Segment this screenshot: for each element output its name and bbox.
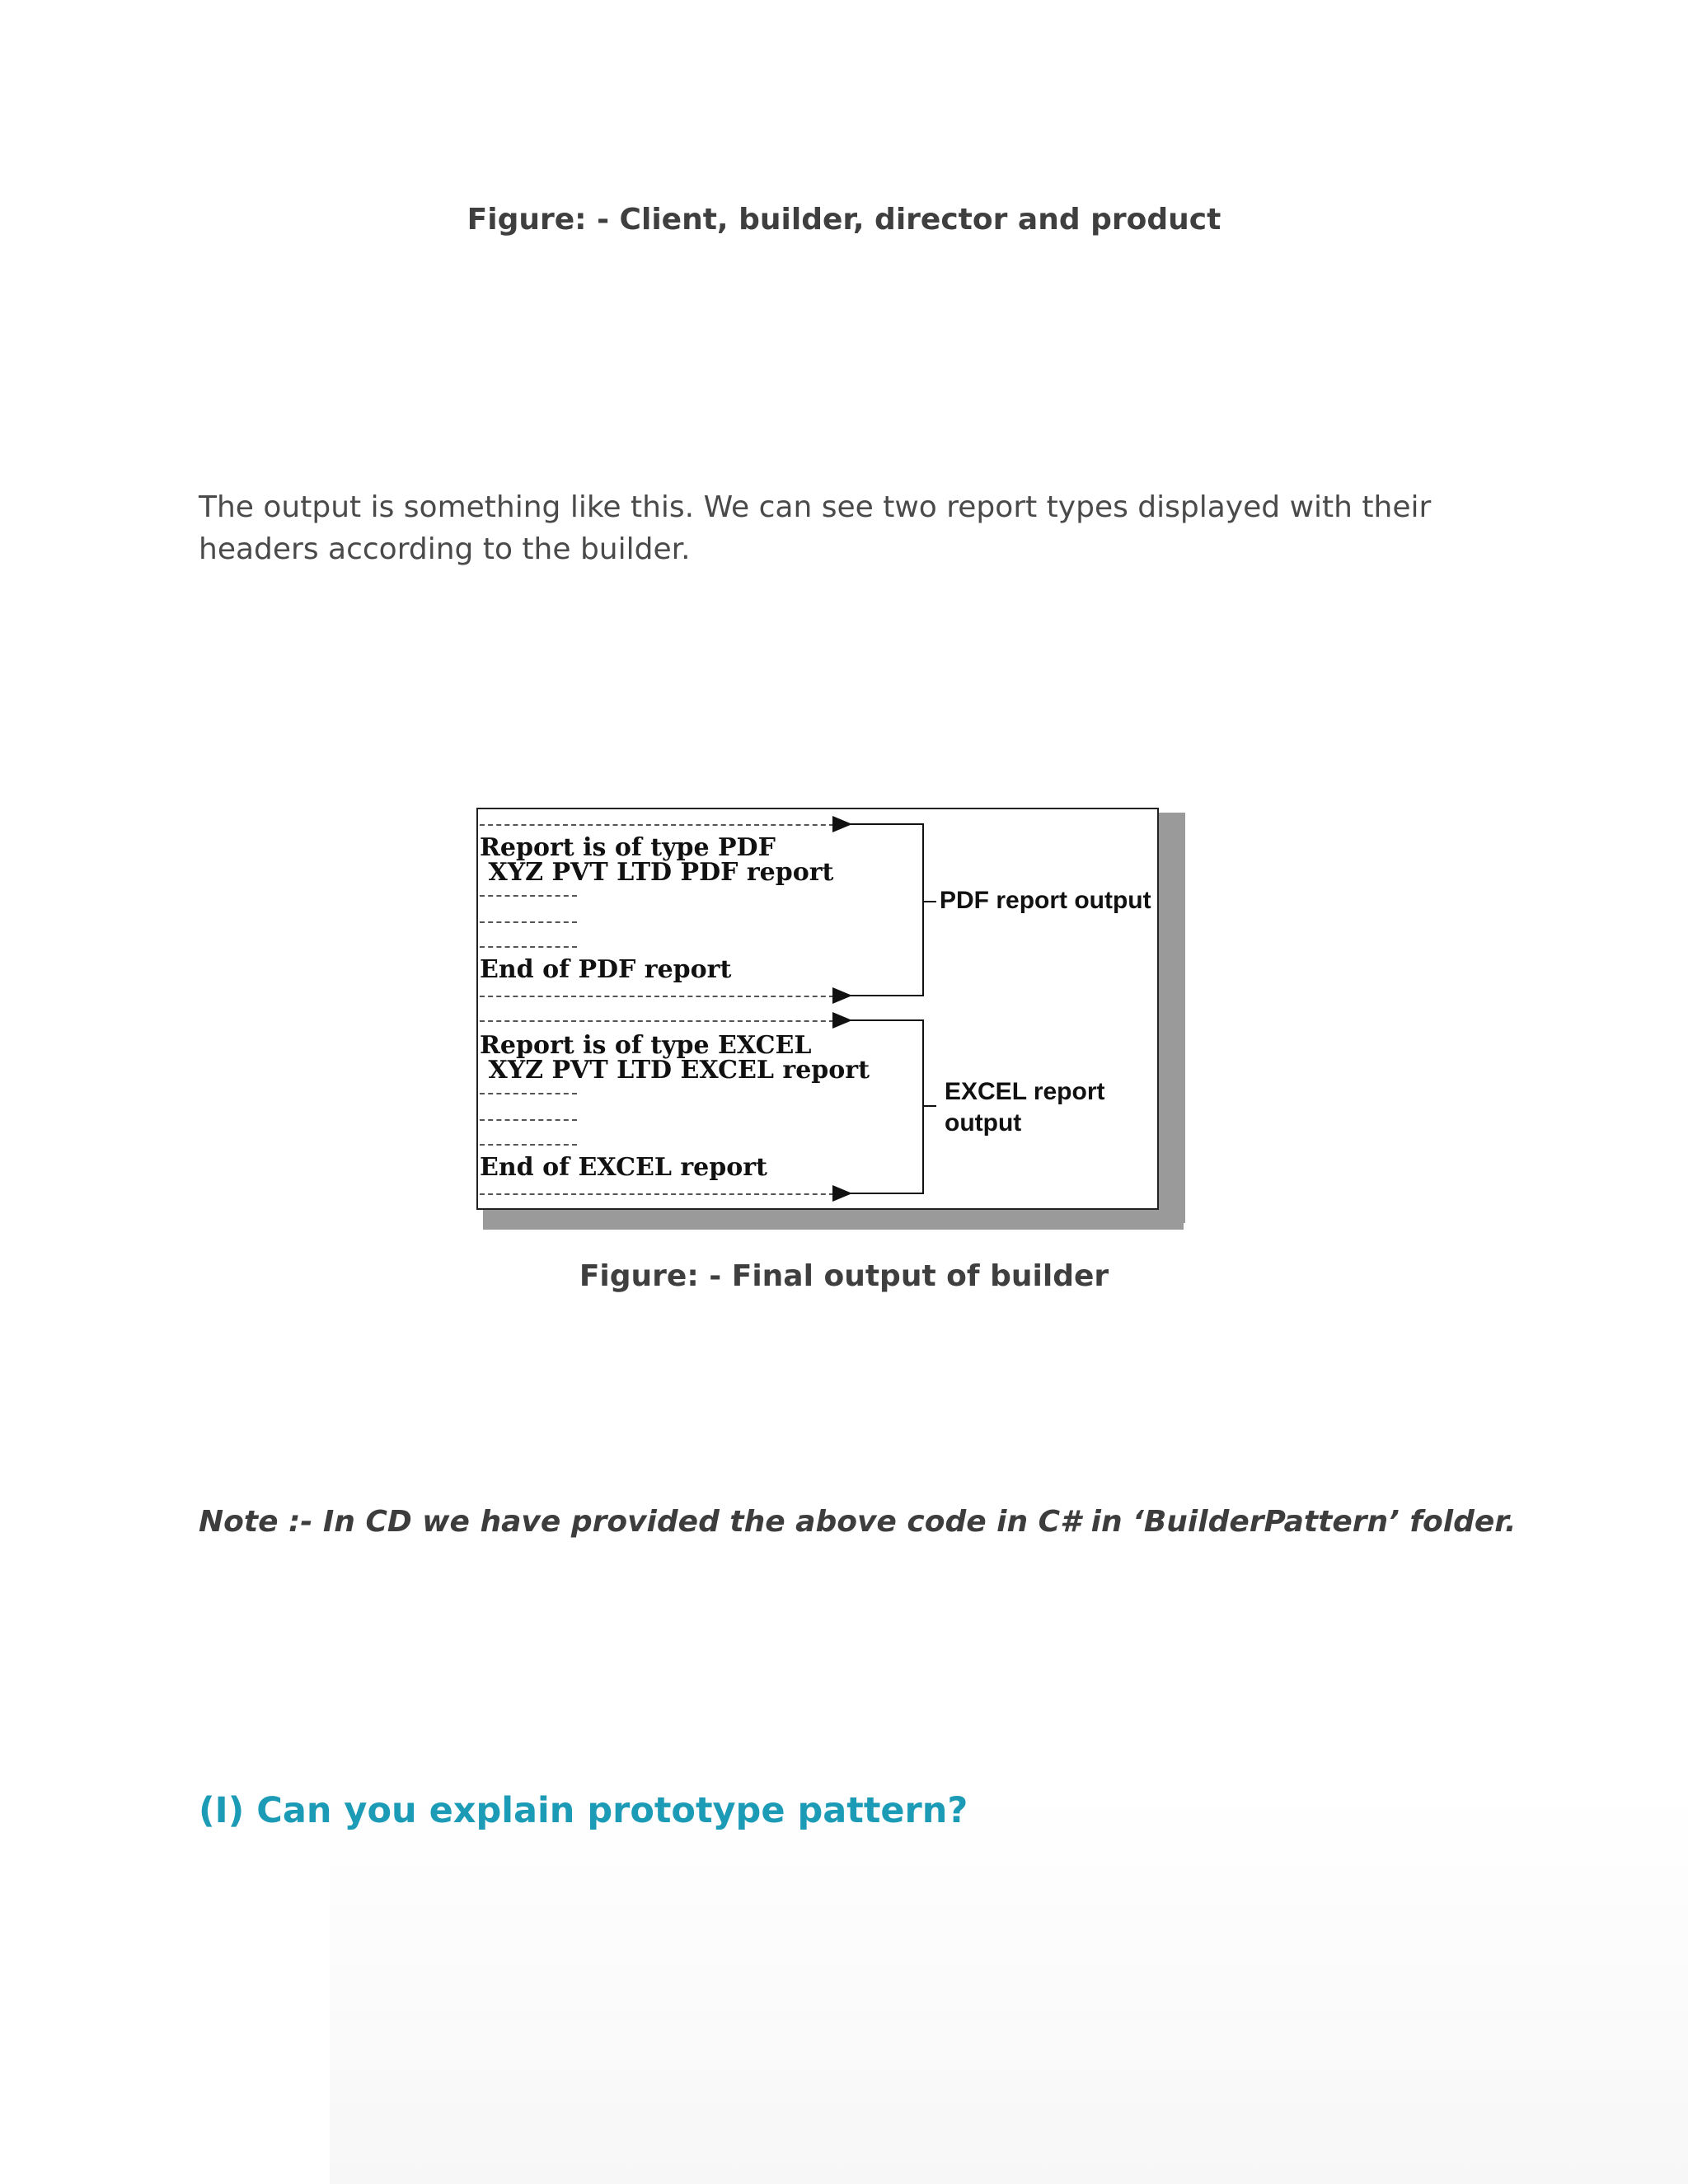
pdf-output-label: PDF report output	[940, 887, 1151, 914]
excel-output-label-line2: output	[945, 1109, 1022, 1137]
pdf-line-type: Report is of type PDF	[480, 833, 776, 862]
pdf-line-company: XYZ PVT LTD PDF report	[480, 858, 834, 887]
figure-caption-top: Figure: - Client, builder, director and product	[467, 203, 1221, 237]
pdf-line-end: End of PDF report	[480, 955, 732, 984]
figure-caption-bottom: Figure: - Final output of builder	[579, 1259, 1109, 1293]
excel-line-type: Report is of type EXCEL	[480, 1031, 812, 1060]
note-text: Note :- In CD we have provided the above code in C# in ‘BuilderPattern’ folder.	[199, 1505, 1517, 1539]
excel-output-label-line1: EXCEL report	[945, 1078, 1105, 1105]
body-paragraph: The output is something like this. We can see two report types displayed with their headers according to the builder.	[199, 490, 1432, 566]
builder-output-figure	[476, 808, 1203, 1238]
excel-line-end: End of EXCEL report	[480, 1153, 767, 1182]
console-output-panel	[476, 808, 1159, 1210]
bracket-arrows	[478, 809, 1160, 1212]
figure-shadow-right	[1157, 813, 1185, 1223]
page-background-fade	[330, 1788, 1688, 2184]
excel-line-company: XYZ PVT LTD EXCEL report	[480, 1056, 870, 1085]
section-heading: (I) Can you explain prototype pattern?	[199, 1790, 968, 1831]
